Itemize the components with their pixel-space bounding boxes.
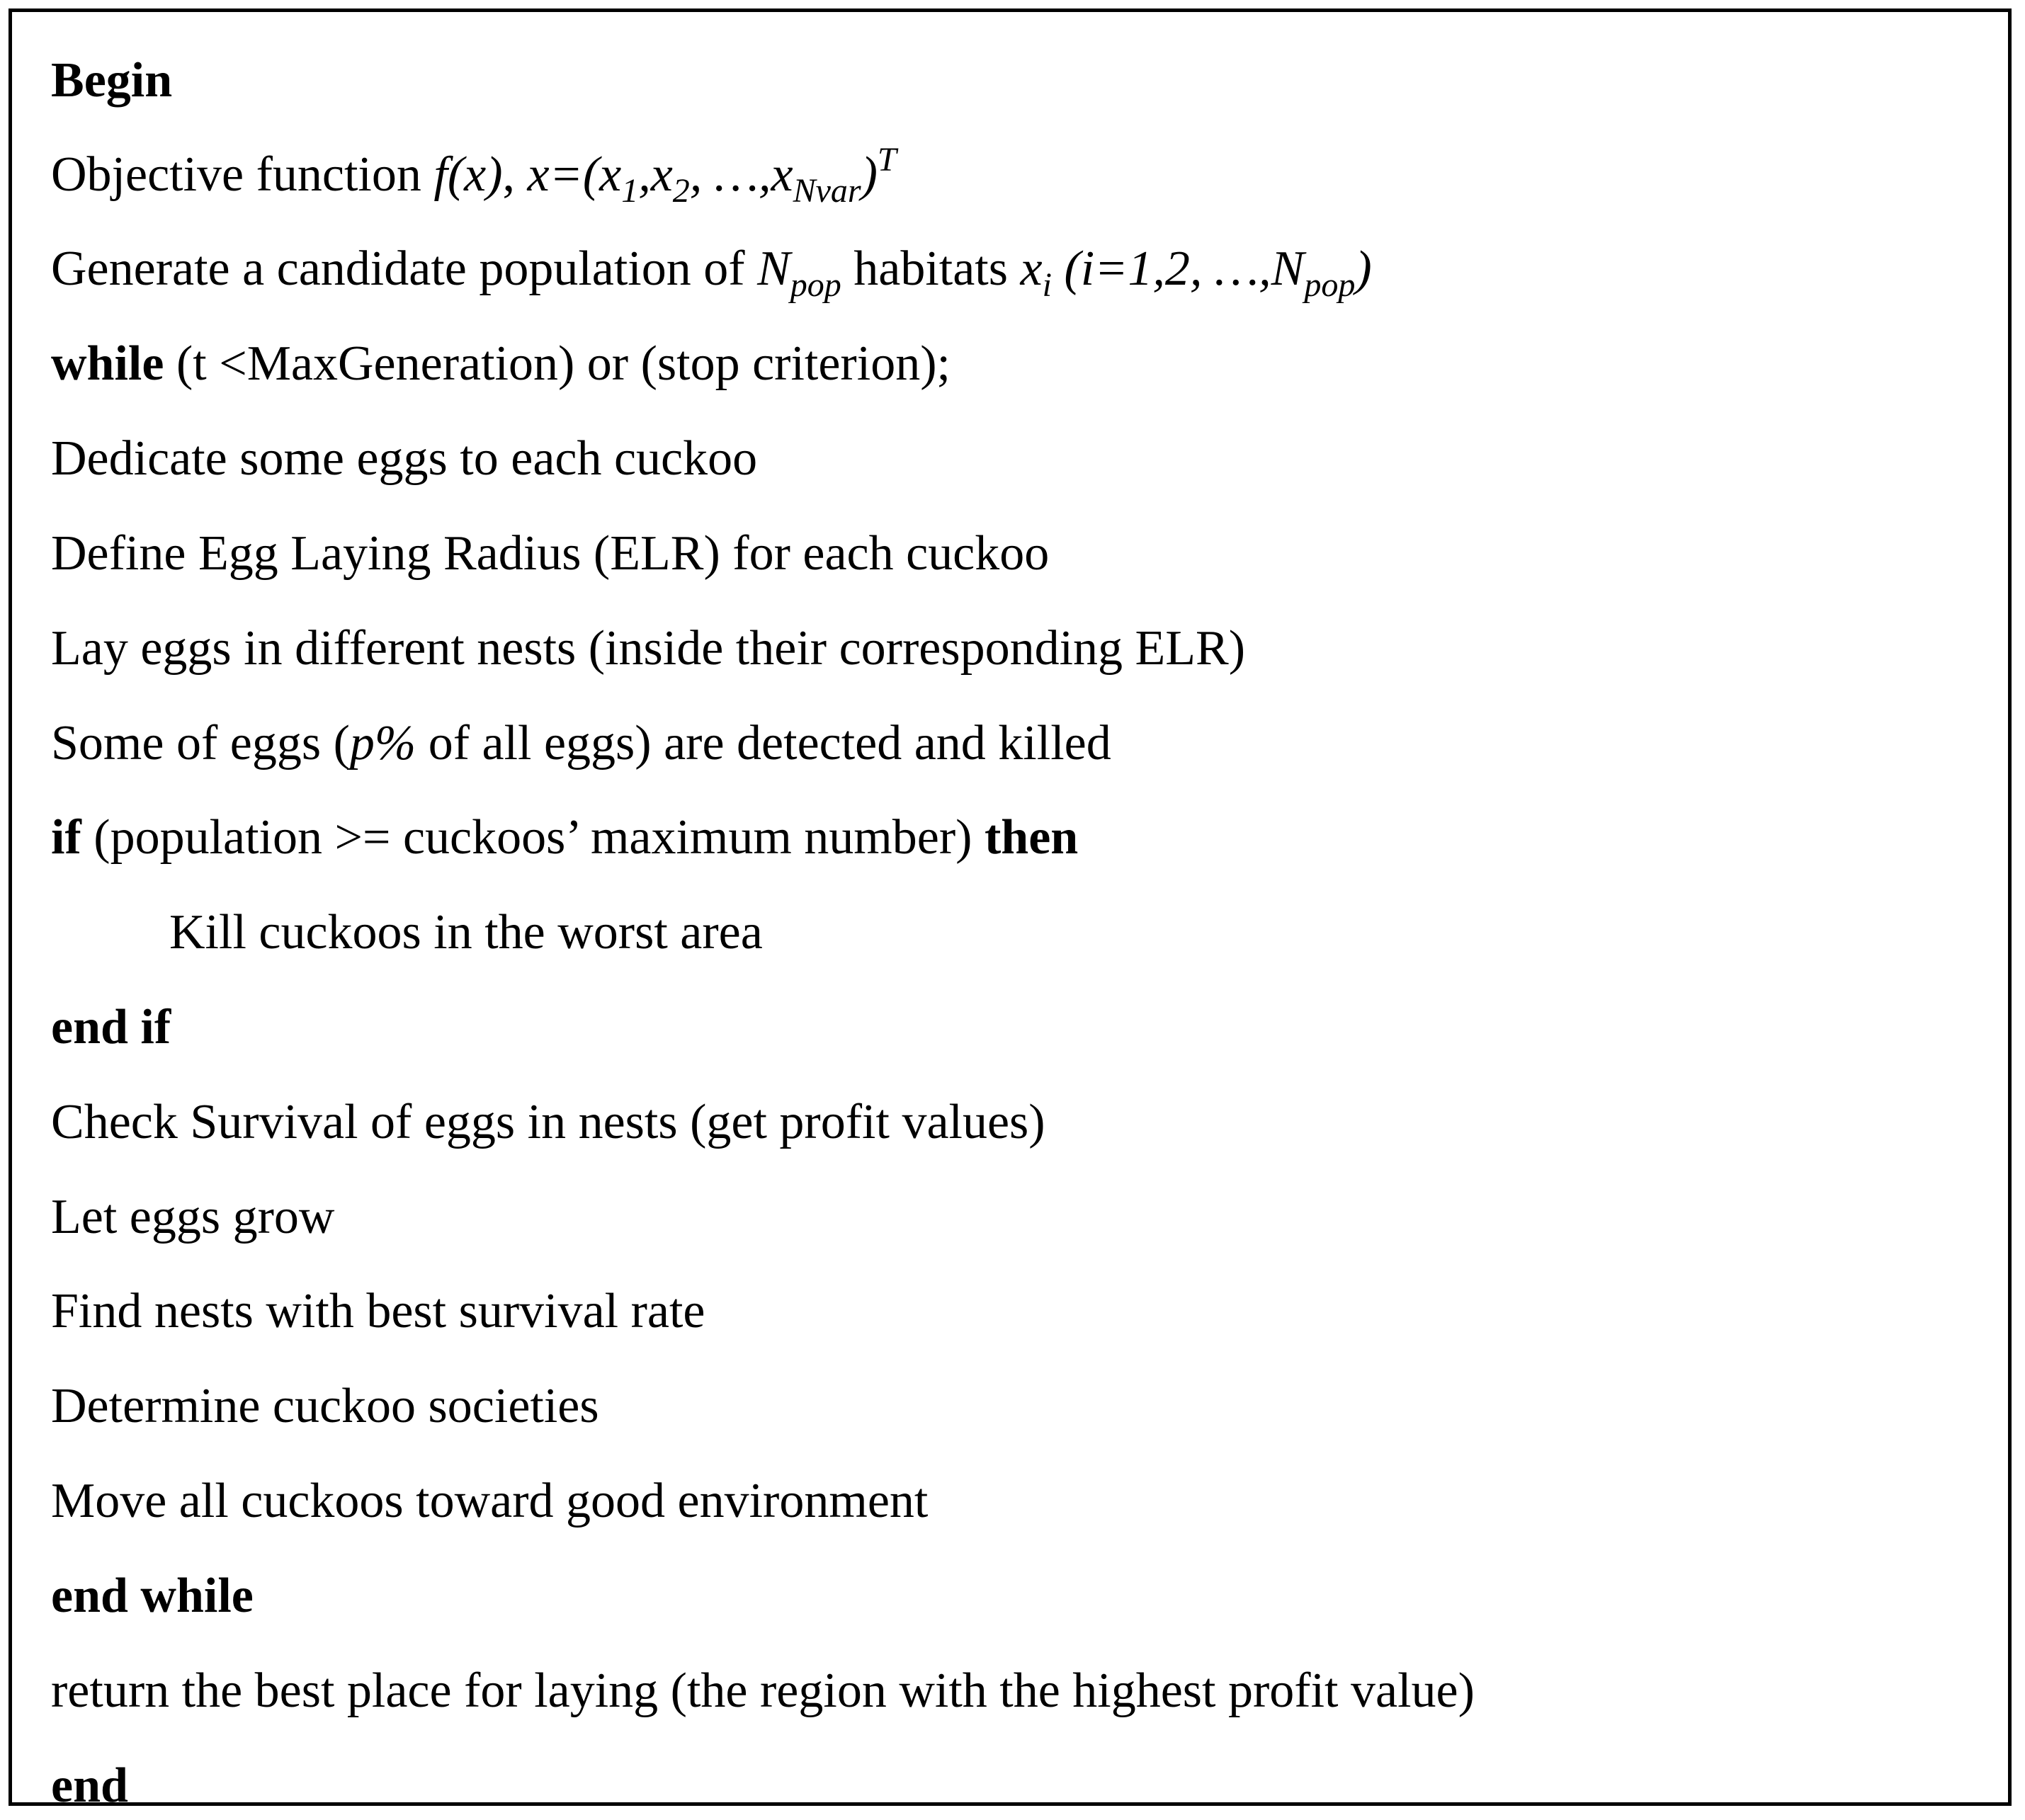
objective-comma: , [502, 147, 528, 202]
line-determine [51, 1375, 599, 1438]
xi-base: x [1020, 241, 1043, 296]
determine-text: Determine cuckoo societies [51, 1379, 599, 1433]
line-dedicate [51, 427, 757, 491]
end-while-keyword: end while [51, 1569, 254, 1623]
vector-sub-2: 2 [672, 172, 690, 210]
line-end-if [51, 996, 171, 1059]
while-condition: (t <MaxGeneration) or (stop criterion); [164, 336, 951, 391]
vector-sub-1: 1 [621, 172, 639, 210]
xi-sub: i [1042, 266, 1052, 304]
generate-text: Generate a candidate population of [51, 241, 758, 296]
line-objective-function [51, 141, 897, 210]
npop-base: N [757, 241, 790, 296]
end-if-keyword: end if [51, 1000, 171, 1054]
find-nests-text: Find nests with best survival rate [51, 1284, 705, 1338]
range-close: ) [1355, 241, 1372, 296]
kill-text: Kill cuckoos in the worst area [169, 905, 763, 960]
line-check-survival [51, 1091, 1045, 1154]
algorithm-box [8, 8, 2012, 1813]
objective-fx: f(x) [433, 147, 503, 202]
line-generate-population [51, 237, 1372, 304]
line-if [51, 806, 1078, 870]
end-keyword: end [51, 1758, 128, 1813]
vector-open: x=(x [527, 147, 622, 202]
line-define-elr [51, 522, 1049, 586]
check-survival-text: Check Survival of eggs in nests (get profit values) [51, 1095, 1045, 1149]
let-grow-text: Let eggs grow [51, 1190, 335, 1244]
line-lay-eggs [51, 617, 1245, 681]
line-find-nests [51, 1280, 705, 1343]
line-while [51, 332, 951, 396]
range-sub: pop [1304, 266, 1356, 304]
objective-vector [527, 141, 897, 210]
vector-close: ) [861, 147, 878, 202]
begin-keyword: Begin [51, 53, 173, 108]
line-end [51, 1754, 128, 1818]
line-let-grow [51, 1185, 334, 1249]
return-text: return the best place for laying (the region with the highest profit value) [51, 1663, 1475, 1718]
generate-xi [1020, 241, 1052, 304]
generate-range [1051, 241, 1372, 304]
line-begin [51, 49, 172, 113]
if-keyword: if [51, 810, 81, 865]
npop-sub: pop [790, 266, 841, 304]
line-move [51, 1469, 928, 1533]
generate-mid: habitats [841, 241, 1021, 296]
move-text: Move all cuckoos toward good environment [51, 1474, 929, 1528]
generate-npop [757, 241, 841, 304]
some-eggs-p: p% [349, 716, 416, 770]
dedicate-text: Dedicate some eggs to each cuckoo [51, 431, 758, 486]
line-return [51, 1659, 1475, 1723]
vector-sep-1: ,x [638, 147, 673, 202]
vector-sep-2: , …,x [689, 147, 793, 202]
while-keyword: while [51, 336, 164, 391]
range-text: (i=1,2, …,N [1051, 241, 1305, 296]
if-condition: (population >= cuckoos’ maximum number) [81, 810, 985, 865]
vector-sub-nvar: Nvar [793, 172, 861, 210]
line-kill [169, 901, 763, 965]
lay-eggs-text: Lay eggs in different nests (inside their corresponding ELR) [51, 621, 1246, 676]
define-elr-text: Define Egg Laying Radius (ELR) for each cuckoo [51, 526, 1050, 581]
some-eggs-pre: Some of eggs ( [51, 716, 350, 770]
some-eggs-post: of all eggs) are detected and killed [416, 716, 1111, 770]
line-some-eggs [51, 712, 1111, 775]
objective-text: Objective function [51, 147, 434, 202]
line-end-while [51, 1564, 254, 1628]
then-keyword: then [984, 810, 1079, 865]
vector-transpose: T [877, 141, 897, 178]
